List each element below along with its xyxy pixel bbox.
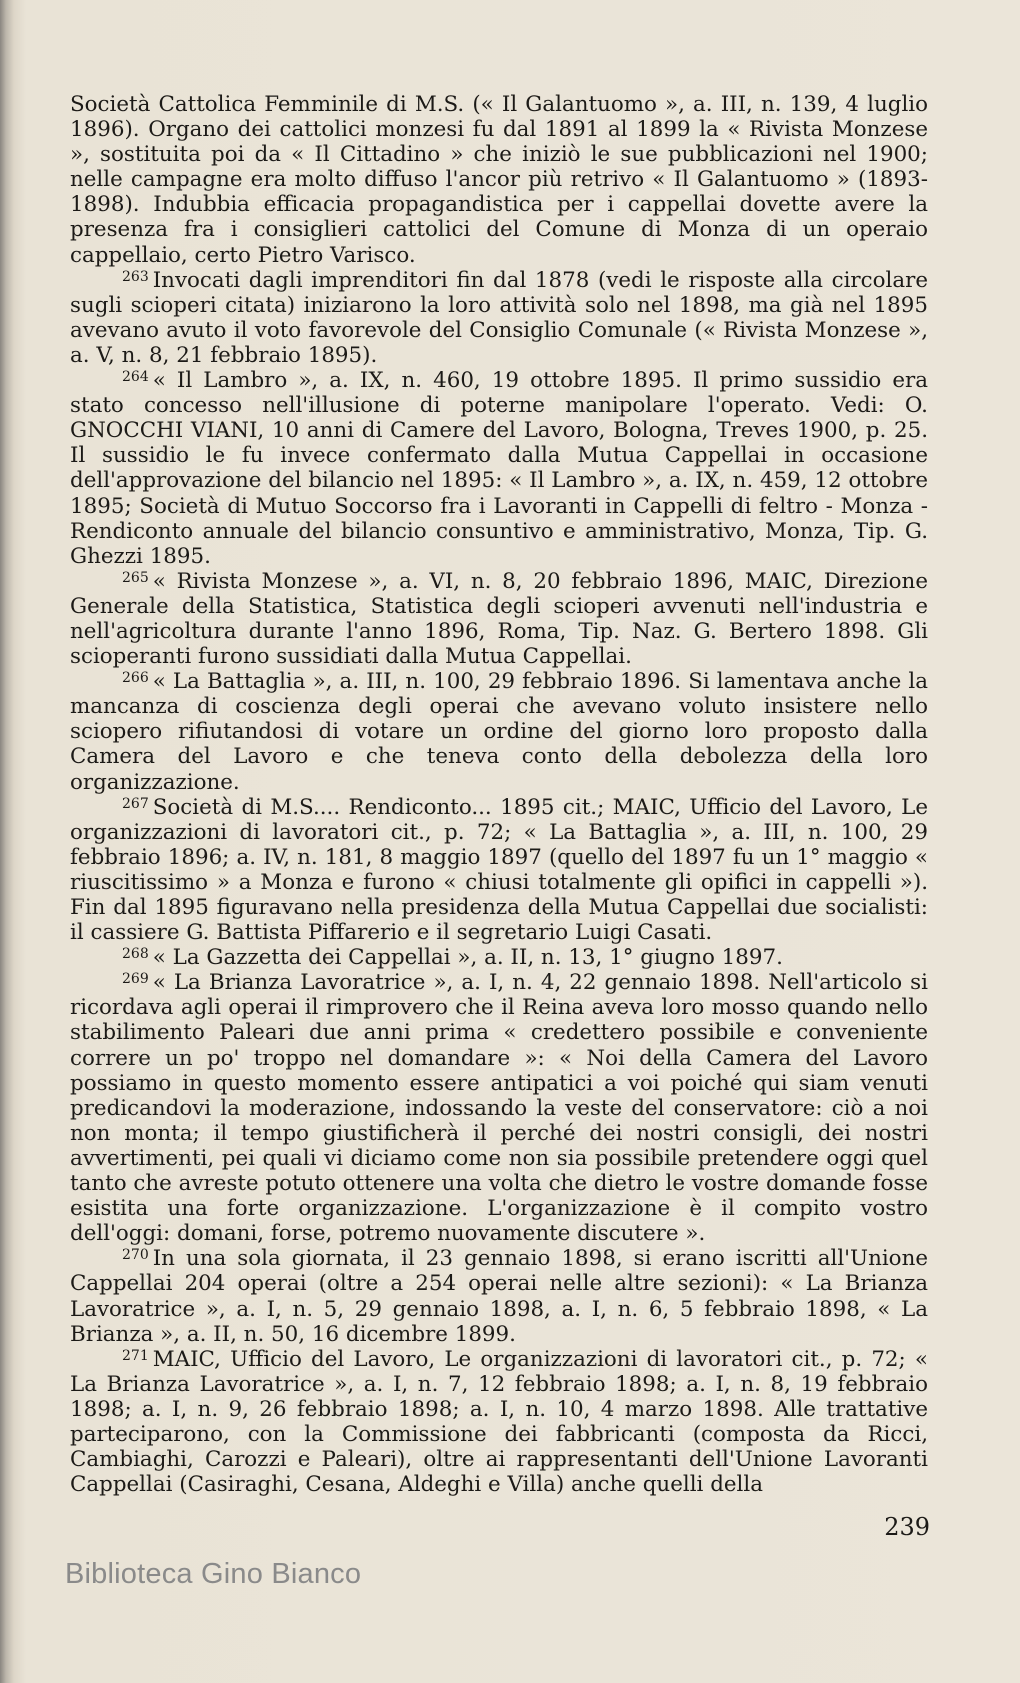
footnote-270 (70, 1246, 928, 1346)
footnote-265 (70, 569, 928, 669)
footnote-text: « La Brianza Lavoratrice », a. I, n. 4, 22 gennaio 1898. Nell'articolo si ricordava agli operai il rimprovero che il Reina aveva loro mosso quando nello stabilimento Paleari due anni prima « credettero possibile e conveniente correre un po' troppo nel domandare »: « Noi della Camera del Lavoro possiamo in questo momento essere antipatici a voi poiché qui siam venuti predicandovi la moderazione, indossando la veste del conservatore: ciò a noi non monta; il tempo giustificherà il perché dei nostri consigli, dei nostri avvertimenti, pei quali vi diciamo come non sia possibile pretendere oggi quel tanto che avreste potuto ottenere una volta che dietro le vostre domande fosse esistita una forte organizzazione. L'organizzazione è il compito vostro dell'oggi: domani, forse, potremo nuovamente discutere ». (70, 970, 928, 1247)
footnote-number: 265 (122, 569, 149, 586)
page-number: 239 (884, 1513, 930, 1541)
page-body-text (70, 92, 928, 1497)
footnote-number: 271 (122, 1347, 149, 1364)
footnote-text: « La Gazzetta dei Cappellai », a. II, n. 13, 1° giugno 1897. (152, 945, 783, 971)
library-watermark: Biblioteca Gino Bianco (65, 1558, 362, 1590)
footnote-number: 267 (122, 795, 149, 812)
footnote-number: 270 (122, 1247, 149, 1264)
footnote-number: 264 (122, 369, 149, 386)
footnote-text: Società di M.S.... Rendiconto... 1895 cit.; MAIC, Ufficio del Lavoro, Le organizzazioni di lavoratori cit., p. 72; « La Battaglia », a. III, n. 100, 29 febbraio 1896; a. IV, n. 181, 8 maggio 1897 (quello del 1897 fu un 1° maggio « riuscitissimo » a Monza e furono « chiusi totalmente gli opifici in cappelli »). Fin dal 1895 figuravano nella presidenza della Mutua Cappellai due socialisti: il cassiere G. Battista Piffarerio e il segretario Luigi Casati. (70, 794, 928, 946)
footnote-264 (70, 368, 928, 569)
footnote-number: 263 (122, 268, 149, 285)
footnote-271 (70, 1347, 928, 1498)
footnote-continuation: Società Cattolica Femminile di M.S. (« Il Galantuomo », a. III, n. 139, 4 luglio 1896). Organo dei cattolici monzesi fu dal 1891 al 1899 la « Rivista Monzese », sostituita poi da « Il Cittadino » che iniziò le sue pubblicazioni nel 1900; nelle campagne era molto diffuso l'ancor più retrivo « Il Galantuomo » (1893-1898). Indubbia efficacia propagandistica per i cappellai dovette avere la presenza fra i consiglieri cattolici del Comune di Monza di un operaio cappellaio, certo Pietro Varisco. (70, 92, 928, 268)
footnote-number: 266 (122, 670, 149, 687)
footnote-number: 268 (122, 946, 149, 963)
footnote-text: « Il Lambro », a. IX, n. 460, 19 ottobre 1895. Il primo sussidio era stato concesso nell'illusione di poterne manipolare l'operato. Vedi: O. GNOCCHI VIANI, 10 anni di Camere del Lavoro, Bologna, Treves 1900, p. 25. Il sussidio le fu invece confermato dalla Mutua Cappellai in occasione dell'approvazione del bilancio nel 1895: « Il Lambro », a. IX, n. 459, 12 ottobre 1895; Società di Mutuo Soccorso fra i Lavoranti in Cappelli di feltro - Monza - Rendiconto annuale del bilancio consuntivo e amministrativo, Monza, Tip. G. Ghezzi 1895. (70, 368, 928, 569)
footnote-text: « La Battaglia », a. III, n. 100, 29 febbraio 1896. Si lamentava anche la mancanza di coscienza degli operai che avevano voluto insistere nello sciopero rifiutandosi di votare un ordine del giorno loro proposto dalla Camera del Lavoro e che teneva conto della debolezza della loro organizzazione. (70, 669, 928, 795)
footnote-267 (70, 795, 928, 946)
footnote-text: Invocati dagli imprenditori fin dal 1878 (vedi le risposte alla circolare sugli scioperi citata) iniziarono la loro attività solo nel 1898, ma già nel 1895 avevano avuto il voto favorevole del Consiglio Comunale (« Rivista Monzese », a. V, n. 8, 21 febbraio 1895). (70, 267, 928, 368)
footnote-268 (70, 945, 928, 970)
footnote-text: In una sola giornata, il 23 gennaio 1898, si erano iscritti all'Unione Cappellai 204 operai (oltre a 254 operai nelle altre sezioni): « La Brianza Lavoratrice », a. I, n. 5, 29 gennaio 1898, a. I, n. 6, 5 febbraio 1898, « La Brianza », a. II, n. 50, 16 dicembre 1899. (70, 1246, 928, 1347)
footnote-269 (70, 970, 928, 1246)
footnote-266 (70, 669, 928, 794)
footnote-text: MAIC, Ufficio del Lavoro, Le organizzazioni di lavoratori cit., p. 72; « La Brianza Lavoratrice », a. I, n. 7, 12 febbraio 1898; a. I, n. 8, 19 febbraio 1898; a. I, n. 9, 26 febbraio 1898; a. I, n. 10, 4 marzo 1898. Alle trattative parteciparono, con la Commissione dei fabbricanti (composta da Ricci, Cambiaghi, Carozzi e Paleari), oltre ai rappresentanti dell'Unione Lavoranti Cappellai (Casiraghi, Cesana, Aldeghi e Villa) anche quelli della (70, 1346, 928, 1498)
footnote-number: 269 (122, 971, 149, 988)
footnote-263 (70, 268, 928, 368)
footnote-text: « Rivista Monzese », a. VI, n. 8, 20 febbraio 1896, MAIC, Direzione Generale della Statistica, Statistica degli scioperi avvenuti nell'industria e nell'agricoltura durante l'anno 1896, Roma, Tip. Naz. G. Bertero 1898. Gli scioperanti furono sussidiati dalla Mutua Cappellai. (70, 568, 928, 670)
